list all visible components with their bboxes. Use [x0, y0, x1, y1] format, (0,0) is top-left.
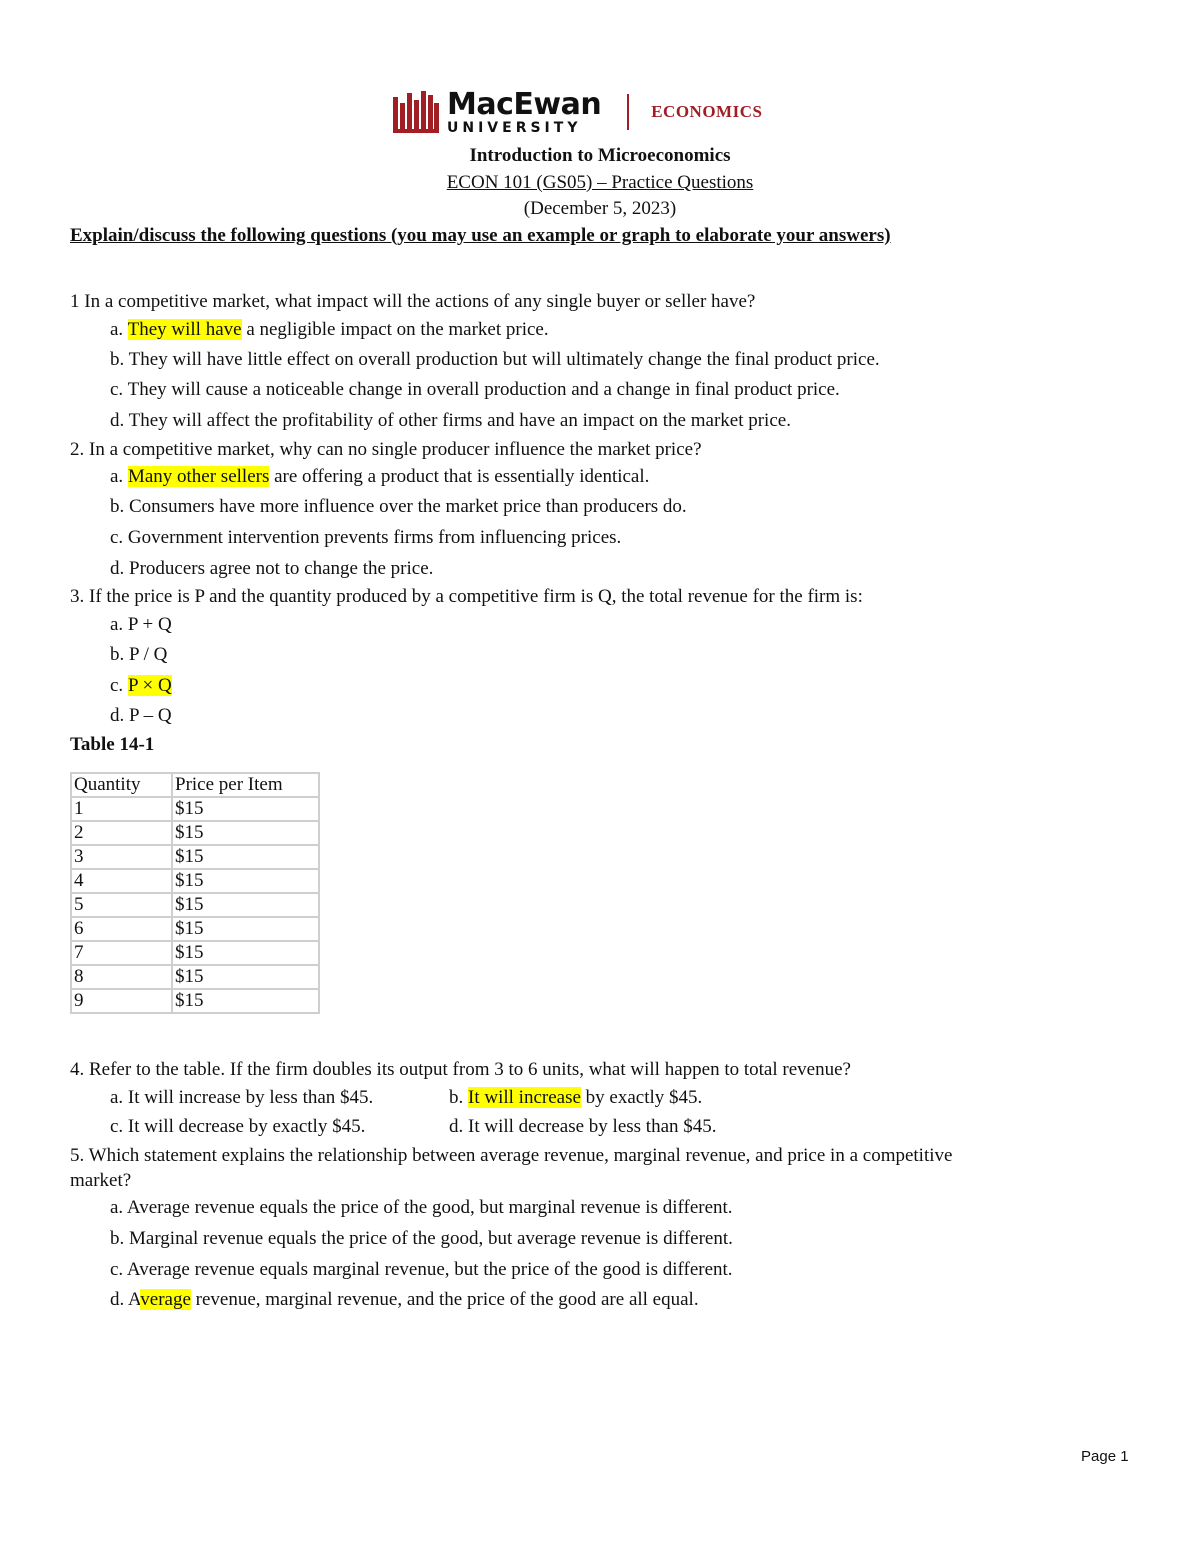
instructions: Explain/discuss the following questions (you may use an example or graph to elaborate your answers) [70, 225, 891, 246]
q4-option-b-prefix: b. [449, 1087, 468, 1108]
table-cell-price: $15 [172, 965, 319, 989]
table-cell-quantity: 6 [71, 917, 172, 941]
q5-option-d [110, 1290, 699, 1309]
logo-university: UNIVERSITY [447, 119, 582, 136]
q5-option-b: b. Marginal revenue equals the price of the good, but average revenue is different. [110, 1228, 733, 1249]
table-row [71, 797, 319, 821]
table-cell-quantity: 4 [71, 869, 172, 893]
q3-option-c [110, 676, 172, 695]
q1-option-a-rest: a negligible impact on the market price. [241, 319, 549, 340]
question-3: 3. If the price is P and the quantity produced by a competitive firm is Q, the total revenue for the firm is: [70, 586, 863, 607]
course-line [0, 173, 1200, 192]
q4-option-d: d. It will decrease by less than $45. [449, 1116, 717, 1137]
q5-option-c: c. Average revenue equals marginal revenue, but the price of the good is different. [110, 1259, 733, 1280]
page-number: Page 1 [1081, 1448, 1129, 1465]
table-cell-quantity: 8 [71, 965, 172, 989]
table-row [71, 845, 319, 869]
table-cell-quantity: 2 [71, 821, 172, 845]
q2-option-b: b. Consumers have more influence over the market price than producers do. [110, 496, 687, 517]
table-cell-price: $15 [172, 917, 319, 941]
table-header-row [71, 773, 319, 797]
q1-option-a [110, 320, 549, 339]
table-cell-price: $15 [172, 941, 319, 965]
table-cell-quantity: 3 [71, 845, 172, 869]
q5-option-d-prefix: d. A [110, 1289, 141, 1310]
department-name: ECONOMICS [651, 102, 763, 121]
q2-option-c: c. Government intervention prevents firms from influencing prices. [110, 527, 622, 548]
table-row [71, 869, 319, 893]
course-text: ECON 101 (GS05) – Practice Questions [446, 172, 754, 193]
q2-option-a-rest: are offering a product that is essentially identical. [269, 466, 650, 487]
table-title: Table 14-1 [70, 734, 155, 755]
table-cell-price: $15 [172, 869, 319, 893]
q2-option-d: d. Producers agree not to change the price. [110, 558, 434, 579]
q2-option-a-prefix: a. [110, 466, 128, 487]
price-table [70, 772, 320, 1014]
q3-option-c-prefix: c. [110, 675, 128, 696]
q1-option-c: c. They will cause a noticeable change in overall production and a change in final product price. [110, 379, 840, 400]
q4-answer-highlight: It will increase [468, 1087, 581, 1108]
question-4: 4. Refer to the table. If the firm doubles its output from 3 to 6 units, what will happen to total revenue? [70, 1059, 851, 1080]
q2-option-a [110, 467, 649, 486]
table-cell-price: $15 [172, 821, 319, 845]
table-row [71, 989, 319, 1013]
table-row [71, 941, 319, 965]
q1-answer-highlight: They will have [127, 319, 242, 340]
table-cell-quantity: 9 [71, 989, 172, 1013]
q5-answer-highlight: verage [140, 1289, 191, 1310]
q4-option-c: c. It will decrease by exactly $45. [110, 1116, 366, 1137]
table-row [71, 965, 319, 989]
q3-option-d: d. P – Q [110, 705, 172, 726]
q4-option-b [449, 1088, 702, 1107]
table-cell-quantity: 1 [71, 797, 172, 821]
table-row [71, 917, 319, 941]
q1-option-d: d. They will affect the profitability of other firms and have an impact on the market price. [110, 410, 791, 431]
q4-option-a: a. It will increase by less than $45. [110, 1087, 374, 1108]
q3-option-a: a. P + Q [110, 614, 172, 635]
macewan-logo [393, 86, 763, 136]
q3-option-b: b. P / Q [110, 644, 168, 665]
logo-name: MacEwan [447, 86, 602, 122]
q1-option-a-prefix: a. [110, 319, 128, 340]
question-5-cont: market? [70, 1170, 132, 1191]
table-row [71, 893, 319, 917]
table-cell-quantity: 5 [71, 893, 172, 917]
macewan-logo-mark-icon [393, 91, 439, 133]
table-row [71, 821, 319, 845]
q3-answer-highlight: P × Q [127, 675, 172, 696]
q2-answer-highlight: Many other sellers [127, 466, 270, 487]
table-cell-price: $15 [172, 797, 319, 821]
q1-option-b: b. They will have little effect on overall production but will ultimately change the final product price. [110, 349, 880, 370]
q4-option-b-rest: by exactly $45. [580, 1087, 703, 1108]
document-date: (December 5, 2023) [523, 198, 677, 219]
table-cell-quantity: 7 [71, 941, 172, 965]
q5-option-a: a. Average revenue equals the price of the good, but marginal revenue is different. [110, 1197, 733, 1218]
table-header-quantity: Quantity [71, 773, 172, 797]
table-cell-price: $15 [172, 845, 319, 869]
question-2: 2. In a competitive market, why can no single producer influence the market price? [70, 439, 702, 460]
table-cell-price: $15 [172, 893, 319, 917]
question-1: 1 In a competitive market, what impact will the actions of any single buyer or seller have? [70, 291, 756, 312]
logo-divider [627, 94, 629, 130]
table-cell-price: $15 [172, 989, 319, 1013]
table-header-price: Price per Item [172, 773, 319, 797]
q5-option-d-rest: revenue, marginal revenue, and the price of the good are all equal. [190, 1289, 699, 1310]
document-title: Introduction to Microeconomics [469, 145, 731, 166]
question-5: 5. Which statement explains the relationship between average revenue, marginal revenue, and price in a competitive [70, 1145, 953, 1166]
